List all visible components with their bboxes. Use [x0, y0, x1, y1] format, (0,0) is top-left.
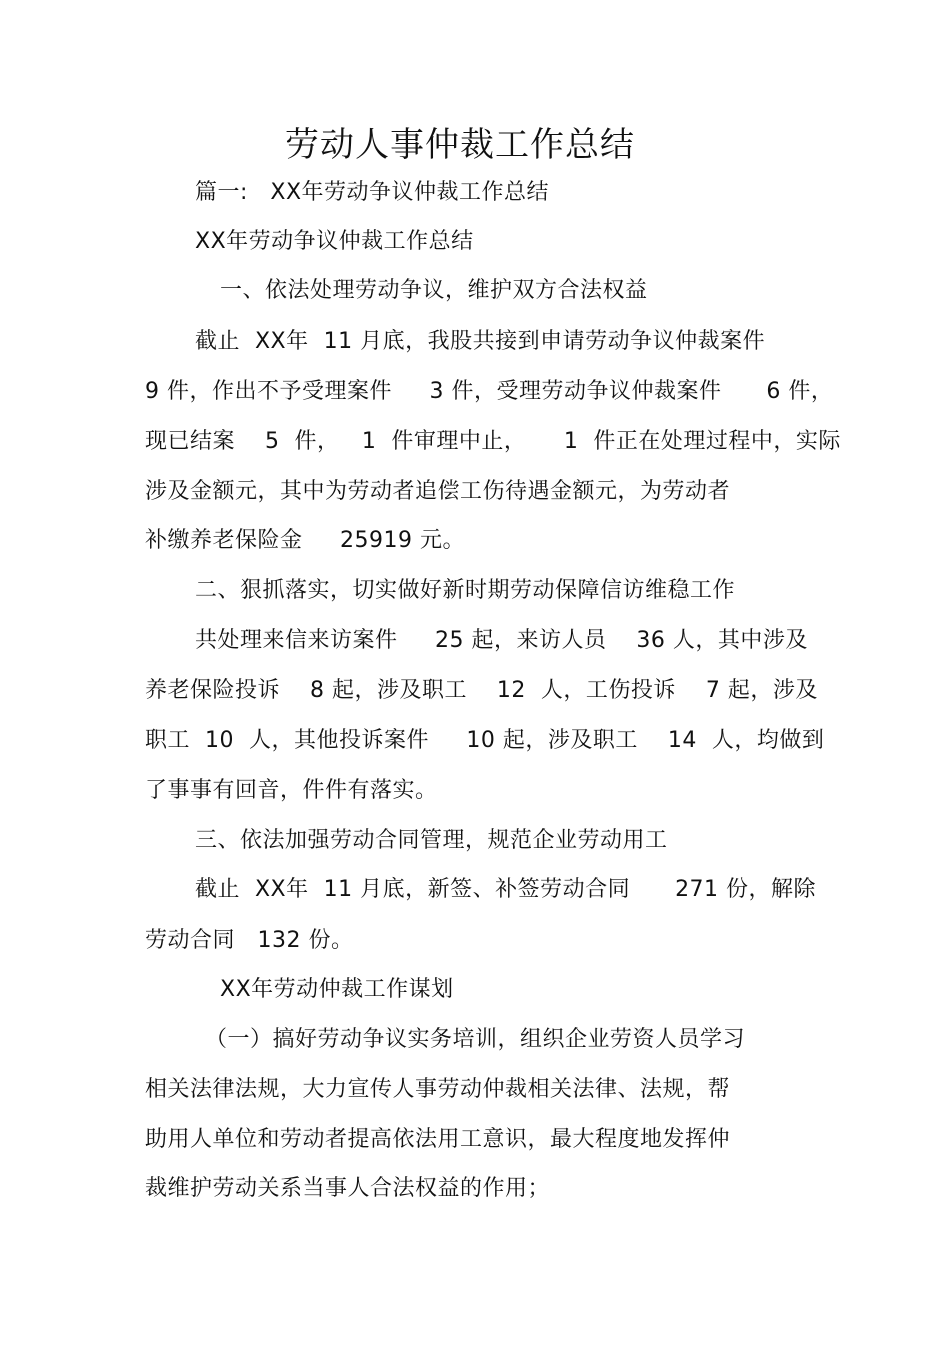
paragraph-line: 涉及金额元，其中为劳动者追偿工伤待遇金额元，为劳动者 — [145, 479, 731, 504]
paragraph-line: 截止 XX年 11 月底，我股共接到申请劳动争议仲裁案件 — [195, 329, 766, 354]
part-heading: 二、狠抓落实，切实做好新时期劳动保障信访维稳工作 — [195, 578, 736, 603]
paragraph-line: 了事事有回音，件件有落实。 — [145, 778, 438, 803]
paragraph-line: 现已结案 5 件， 1 件审理中止， 1 件正在处理过程中，实际 — [145, 429, 841, 454]
paragraph-line: 裁维护劳动关系当事人合法权益的作用； — [145, 1176, 551, 1201]
paragraph-line: 职工 10 人，其他投诉案件 10 起，涉及职工 14 人，均做到 — [145, 728, 825, 753]
paragraph-line: 劳动合同 132 份。 — [145, 928, 354, 953]
paragraph-line: 共处理来信来访案件 25 起，来访人员 36 人，其中涉及 — [195, 628, 808, 653]
section-heading: 篇一: XX年劳动争议仲裁工作总结 — [195, 180, 550, 205]
paragraph-line: 截止 XX年 11 月底，新签、补签劳动合同 271 份，解除 — [195, 877, 817, 902]
paragraph-line: 补缴养老保险金 25919 元。 — [145, 528, 465, 553]
part-heading: 一、依法处理劳动争议，维护双方合法权益 — [220, 278, 648, 303]
subsection-heading: XX年劳动仲裁工作谋划 — [220, 977, 454, 1002]
document-title: 劳动人事仲裁工作总结 — [285, 125, 635, 165]
paragraph-line: 助用人单位和劳动者提高依法用工意识，最大程度地发挥仲 — [145, 1127, 731, 1152]
subsection-heading: XX年劳动争议仲裁工作总结 — [195, 229, 474, 254]
paragraph-line: 相关法律法规，大力宣传人事劳动仲裁相关法律、法规，帮 — [145, 1077, 731, 1102]
paragraph-line: 养老保险投诉 8 起，涉及职工 12 人，工伤投诉 7 起，涉及 — [145, 678, 818, 703]
paragraph-line: （一）搞好劳动争议实务培训，组织企业劳资人员学习 — [205, 1027, 746, 1052]
paragraph-line: 9 件，作出不予受理案件 3 件，受理劳动争议仲裁案件 6 件， — [145, 379, 834, 404]
part-heading: 三、依法加强劳动合同管理，规范企业劳动用工 — [195, 828, 668, 853]
